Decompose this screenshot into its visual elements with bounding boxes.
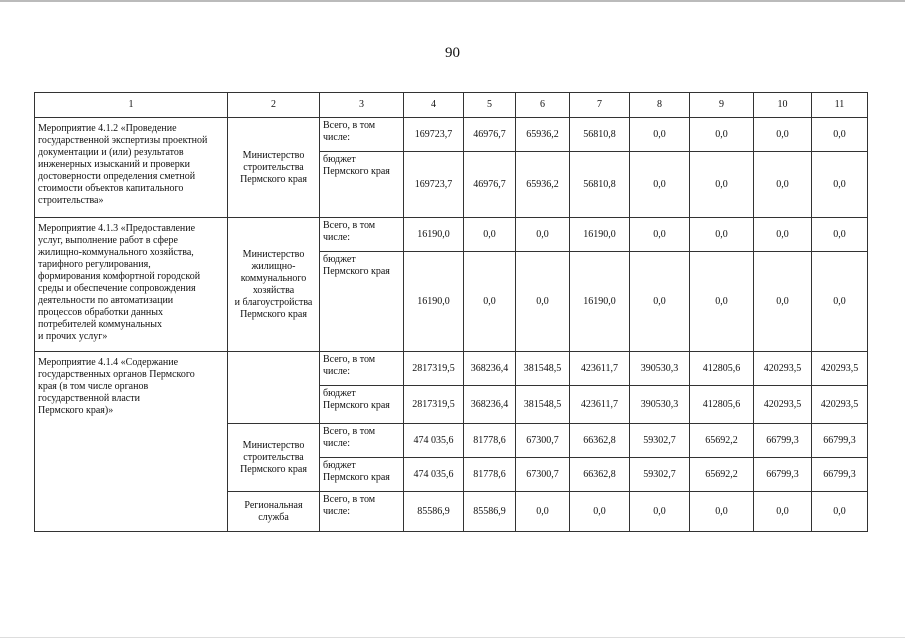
scan-edge-top <box>0 0 905 2</box>
amount-cell: 0,0 <box>690 118 754 152</box>
header-row <box>35 93 868 118</box>
amount-cell: 0,0 <box>812 118 868 152</box>
amount-cell: 390530,3 <box>630 352 690 386</box>
amount-cell: 0,0 <box>464 252 516 352</box>
event-title-line: государственной экспертизы проектной <box>38 135 208 146</box>
funding-source-label-line: Пермского края <box>323 166 390 177</box>
amount-cell: 66362,8 <box>570 424 630 458</box>
amount-cell: 16190,0 <box>570 252 630 352</box>
funding-source-label-line: числе: <box>323 232 351 243</box>
amount-cell: 81778,6 <box>464 458 516 492</box>
column-header: 3 <box>320 93 404 118</box>
amount-cell: 0,0 <box>812 152 868 218</box>
amount-cell: 474 035,6 <box>404 424 464 458</box>
amount-cell: 85586,9 <box>464 492 516 532</box>
scan-edge-bottom <box>0 637 905 638</box>
event-title-line: среды и обеспечение сопровождения <box>38 283 196 294</box>
amount-cell: 65692,2 <box>690 458 754 492</box>
amount-cell: 59302,7 <box>630 424 690 458</box>
funding-source-label-line: Пермского края <box>323 472 390 483</box>
event-title-line: документации и (или) результатов <box>38 147 184 158</box>
organization-name-line: и благоустройства <box>234 296 313 308</box>
organization-name-line: хозяйства <box>252 284 295 296</box>
event-title-line: инженерных изысканий и проверки <box>38 159 190 170</box>
column-header: 7 <box>570 93 630 118</box>
amount-cell: 81778,6 <box>464 424 516 458</box>
funding-source-label-line: бюджет <box>323 254 356 265</box>
amount-cell: 474 035,6 <box>404 458 464 492</box>
amount-cell: 0,0 <box>754 492 812 532</box>
amount-cell: 0,0 <box>812 252 868 352</box>
amount-cell: 2817319,5 <box>404 386 464 424</box>
funding-source-label <box>320 386 404 424</box>
funding-source-label <box>320 458 404 492</box>
budget-table <box>34 92 868 532</box>
funding-source-label-line: Всего, в том <box>323 120 376 131</box>
column-header: 2 <box>228 93 320 118</box>
event-title-line: жилищно-коммунального хозяйства, <box>38 247 194 258</box>
amount-cell: 67300,7 <box>516 424 570 458</box>
column-header: 9 <box>690 93 754 118</box>
event-title-line: и прочих услуг» <box>38 331 108 342</box>
event-title-line: государственной власти <box>38 393 140 404</box>
event-title-line: тарифного регулирования, <box>38 259 151 270</box>
funding-source-label-line: числе: <box>323 132 351 143</box>
column-header: 8 <box>630 93 690 118</box>
funding-source-label-line: бюджет <box>323 460 356 471</box>
amount-cell: 59302,7 <box>630 458 690 492</box>
event-title-line: процессов обработки данных <box>38 307 163 318</box>
organization-name-line: Пермского края <box>240 308 307 320</box>
page-number: 90 <box>445 45 460 61</box>
organization-name <box>228 118 320 218</box>
amount-cell: 0,0 <box>754 252 812 352</box>
amount-cell: 67300,7 <box>516 458 570 492</box>
table-row <box>35 352 868 386</box>
organization-name-line: коммунального <box>240 272 307 284</box>
amount-cell: 2817319,5 <box>404 352 464 386</box>
funding-source-label <box>320 152 404 218</box>
funding-source-label-line: числе: <box>323 506 351 517</box>
amount-cell: 420293,5 <box>754 352 812 386</box>
amount-cell: 46976,7 <box>464 118 516 152</box>
funding-source-label <box>320 118 404 152</box>
event-title <box>35 218 228 352</box>
amount-cell: 0,0 <box>630 118 690 152</box>
column-header: 10 <box>754 93 812 118</box>
amount-cell: 368236,4 <box>464 386 516 424</box>
funding-source-label-line: Всего, в том <box>323 426 376 437</box>
event-title-line: стоимости объектов капитального <box>38 183 184 194</box>
table-row <box>35 118 868 152</box>
amount-cell: 66799,3 <box>754 424 812 458</box>
event-title <box>35 352 228 532</box>
amount-cell: 56810,8 <box>570 118 630 152</box>
organization-name-line: Региональная <box>244 499 303 511</box>
amount-cell: 0,0 <box>516 252 570 352</box>
organization-name-line: Министерство <box>242 439 305 451</box>
funding-source-label-line: бюджет <box>323 388 356 399</box>
event-title-line: края (в том числе органов <box>38 381 149 392</box>
organization-name-line: Министерство <box>242 248 305 260</box>
amount-cell: 0,0 <box>570 492 630 532</box>
column-header: 11 <box>812 93 868 118</box>
organization-name <box>228 424 320 492</box>
amount-cell: 0,0 <box>812 492 868 532</box>
amount-cell: 0,0 <box>690 252 754 352</box>
organization-name <box>228 352 320 424</box>
amount-cell: 66799,3 <box>812 458 868 492</box>
amount-cell: 0,0 <box>690 218 754 252</box>
column-header: 4 <box>404 93 464 118</box>
amount-cell: 0,0 <box>754 118 812 152</box>
organization-name <box>228 492 320 532</box>
column-header: 6 <box>516 93 570 118</box>
amount-cell: 420293,5 <box>812 386 868 424</box>
amount-cell: 412805,6 <box>690 386 754 424</box>
amount-cell: 0,0 <box>516 218 570 252</box>
amount-cell: 368236,4 <box>464 352 516 386</box>
amount-cell: 423611,7 <box>570 386 630 424</box>
amount-cell: 66362,8 <box>570 458 630 492</box>
amount-cell: 56810,8 <box>570 152 630 218</box>
amount-cell: 16190,0 <box>404 252 464 352</box>
organization-name-line: служба <box>258 511 289 523</box>
event-title-line: Мероприятие 4.1.3 «Предоставление <box>38 223 196 234</box>
amount-cell: 66799,3 <box>812 424 868 458</box>
amount-cell: 0,0 <box>516 492 570 532</box>
amount-cell: 46976,7 <box>464 152 516 218</box>
amount-cell: 65936,2 <box>516 118 570 152</box>
amount-cell: 169723,7 <box>404 152 464 218</box>
organization-name-line: Министерство <box>242 149 305 161</box>
event-title-line: Мероприятие 4.1.4 «Содержание <box>38 357 179 368</box>
funding-source-label <box>320 218 404 252</box>
event-title-line: государственных органов Пермского <box>38 369 195 380</box>
event-title-line: достоверности определения сметной <box>38 171 196 182</box>
table-row <box>35 218 868 252</box>
amount-cell: 65936,2 <box>516 152 570 218</box>
amount-cell: 0,0 <box>630 152 690 218</box>
column-header: 1 <box>35 93 228 118</box>
amount-cell: 16190,0 <box>570 218 630 252</box>
event-title-line: формирования комфортной городской <box>38 271 201 282</box>
organization-name-line: строительства <box>243 161 304 173</box>
event-title-line: услуг, выполнение работ в сфере <box>38 235 178 246</box>
funding-source-label-line: Всего, в том <box>323 494 376 505</box>
funding-source-label-line: Всего, в том <box>323 220 376 231</box>
amount-cell: 381548,5 <box>516 352 570 386</box>
event-title-line: Мероприятие 4.1.2 «Проведение <box>38 123 177 134</box>
amount-cell: 0,0 <box>690 492 754 532</box>
funding-source-label <box>320 352 404 386</box>
amount-cell: 0,0 <box>812 218 868 252</box>
event-title-line: Пермского края)» <box>38 405 114 416</box>
funding-source-label-line: Всего, в том <box>323 354 376 365</box>
amount-cell: 0,0 <box>754 152 812 218</box>
column-header: 5 <box>464 93 516 118</box>
amount-cell: 16190,0 <box>404 218 464 252</box>
amount-cell: 169723,7 <box>404 118 464 152</box>
funding-source-label-line: числе: <box>323 366 351 377</box>
organization-name-line: жилищно- <box>251 260 296 272</box>
funding-source-label <box>320 252 404 352</box>
amount-cell: 0,0 <box>690 152 754 218</box>
funding-source-label-line: бюджет <box>323 154 356 165</box>
amount-cell: 66799,3 <box>754 458 812 492</box>
amount-cell: 412805,6 <box>690 352 754 386</box>
funding-source-label-line: числе: <box>323 438 351 449</box>
amount-cell: 390530,3 <box>630 386 690 424</box>
organization-name-line: строительства <box>243 451 304 463</box>
event-title-line: потребителей коммунальных <box>38 319 162 330</box>
funding-source-label <box>320 424 404 458</box>
funding-source-label-line: Пермского края <box>323 266 390 277</box>
organization-name-line: Пермского края <box>240 463 307 475</box>
organization-name-line: Пермского края <box>240 173 307 185</box>
amount-cell: 0,0 <box>630 252 690 352</box>
amount-cell: 0,0 <box>630 218 690 252</box>
event-title-line: строительства» <box>38 195 104 206</box>
funding-source-label <box>320 492 404 532</box>
funding-source-label-line: Пермского края <box>323 400 390 411</box>
amount-cell: 381548,5 <box>516 386 570 424</box>
amount-cell: 0,0 <box>464 218 516 252</box>
organization-name <box>228 218 320 352</box>
amount-cell: 0,0 <box>630 492 690 532</box>
event-title <box>35 118 228 218</box>
amount-cell: 85586,9 <box>404 492 464 532</box>
amount-cell: 423611,7 <box>570 352 630 386</box>
event-title-line: деятельности по автоматизации <box>38 295 174 306</box>
amount-cell: 65692,2 <box>690 424 754 458</box>
amount-cell: 420293,5 <box>812 352 868 386</box>
amount-cell: 0,0 <box>754 218 812 252</box>
amount-cell: 420293,5 <box>754 386 812 424</box>
